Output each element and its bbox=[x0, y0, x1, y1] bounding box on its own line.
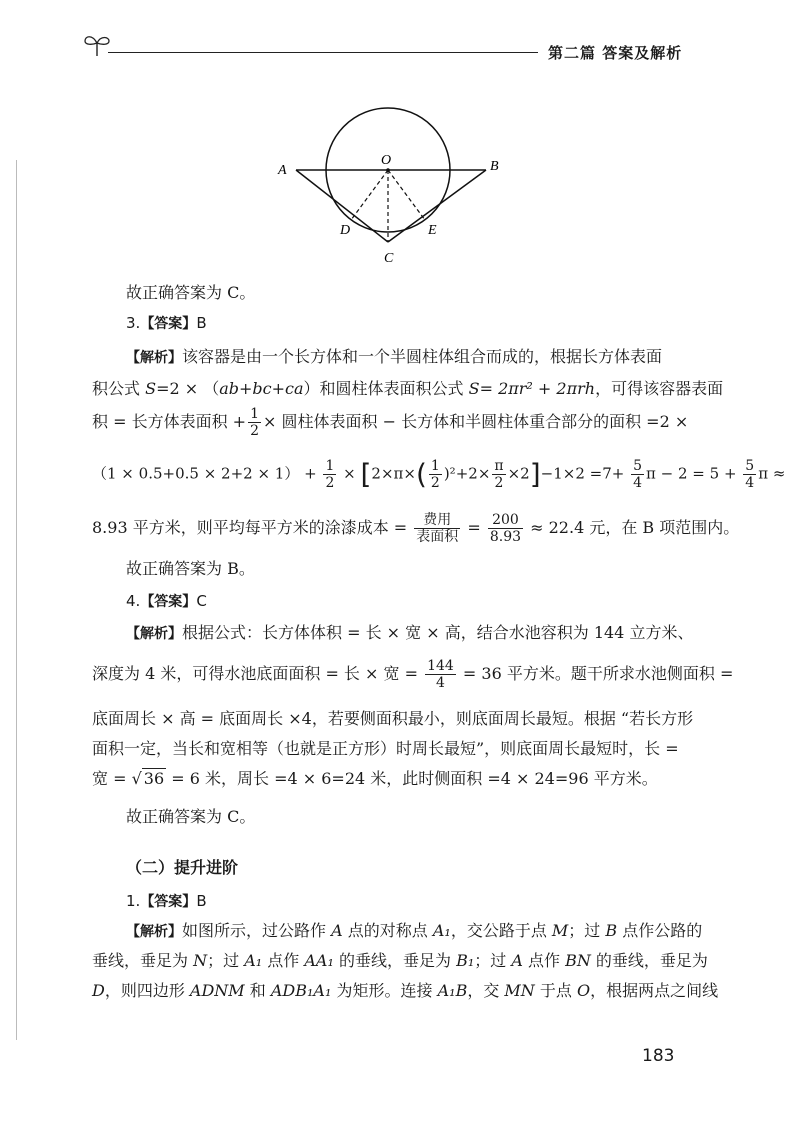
s2q1-analysis-tag: 【解析】 bbox=[126, 924, 182, 940]
q4-l5-radicand: 36 bbox=[143, 769, 165, 788]
q3-l2a: 积公式 bbox=[92, 379, 146, 398]
q3-number: 3. bbox=[126, 314, 141, 332]
q3-l5-frac1 bbox=[414, 512, 460, 545]
s2q1-l3e: ADB₁A₁ bbox=[270, 981, 332, 1000]
q4-answer-line bbox=[126, 590, 207, 613]
s2q1-l1b: A bbox=[331, 921, 343, 940]
s2q1-l2l: BN bbox=[565, 951, 591, 970]
sprout-icon bbox=[82, 30, 112, 60]
q3-l4g: +2× bbox=[455, 464, 491, 483]
q4-l2-frac bbox=[425, 658, 456, 691]
q3-l4-frac3-den: 2 bbox=[494, 475, 504, 491]
q3-l4d: 2×π× bbox=[371, 464, 416, 483]
q3-l4-frac2-den: 2 bbox=[430, 475, 440, 491]
q3-l4-frac1 bbox=[323, 458, 336, 491]
header-title: 第二篇 答案及解析 bbox=[548, 44, 683, 62]
s2q1-number: 1. bbox=[126, 892, 141, 910]
s2q1-analysis-line-3 bbox=[92, 980, 718, 1002]
q3-l4-frac2 bbox=[429, 458, 442, 491]
s2q1-l2c: ；过 bbox=[207, 951, 245, 970]
s2q1-answer: B bbox=[196, 892, 207, 910]
q3-conclusion: 故正确答案为 B。 bbox=[126, 559, 255, 578]
q3-l4-frac4-den: 4 bbox=[633, 475, 643, 491]
s2q1-analysis-line-1 bbox=[126, 920, 702, 943]
header-rule bbox=[108, 52, 538, 53]
q3-l4-paren-open: ( bbox=[415, 457, 427, 491]
s2q1-l3d: 和 bbox=[244, 981, 271, 1000]
s2q1-l2f: AA₁ bbox=[304, 951, 334, 970]
q3-l2g: = 2πr² + 2πrh bbox=[479, 379, 596, 398]
s2q1-l3h: ，交 bbox=[467, 981, 505, 1000]
dashed-oe bbox=[388, 170, 425, 220]
s2q1-l3l: ，根据两点之间线 bbox=[590, 981, 719, 1000]
s2q1-l2m: 的垂线，垂足为 bbox=[590, 951, 708, 970]
s2q1-l3j: 于点 bbox=[534, 981, 577, 1000]
q3-analysis-line-3 bbox=[92, 406, 688, 439]
q3-l4-frac5 bbox=[743, 458, 756, 491]
label-a: A bbox=[278, 163, 287, 178]
q3-analysis-line-5 bbox=[92, 512, 739, 545]
s2q1-l3g: A₁B bbox=[437, 981, 468, 1000]
q3-l4-frac2-num: 1 bbox=[430, 458, 440, 474]
q3-l4j: −1×2 =7+ bbox=[540, 464, 630, 483]
page-number: 183 bbox=[642, 1046, 675, 1066]
q4-analysis-line-4: 面积一定，当长和宽相等（也就是正方形）时周长最短”，则底面周长最短时，长 = bbox=[92, 739, 679, 758]
q3-l5-frac2-num: 200 bbox=[488, 512, 523, 529]
q3-l2b: S bbox=[145, 379, 157, 398]
s2q1-l1d: A₁ bbox=[432, 921, 451, 940]
q4-l5b: = 6 米，周长 =4 × 6=24 米，此时侧面积 =4 × 24=96 平方米。 bbox=[166, 769, 658, 788]
q3-l4l: π ≈ bbox=[758, 464, 786, 483]
q4-analysis-line-1 bbox=[126, 622, 693, 645]
s2q1-answer-tag: 【答案】 bbox=[140, 894, 197, 910]
q3-l4a: （1 × 0.5+0.5 × 2+2 × 1） + bbox=[92, 464, 322, 483]
q3-l4b: × bbox=[338, 464, 361, 483]
q3-l3-frac bbox=[248, 406, 261, 439]
label-e: E bbox=[428, 223, 437, 238]
q3-l1-text: 该容器是由一个长方体和一个半圆柱体组合而成的，根据长方体表面 bbox=[182, 347, 663, 366]
q4-answer-tag: 【答案】 bbox=[140, 594, 197, 610]
s2q1-l2i: ；过 bbox=[474, 951, 512, 970]
q3-l4-frac1-den: 2 bbox=[325, 475, 335, 491]
s2q1-l2g: 的垂线，垂足为 bbox=[333, 951, 457, 970]
s2q1-l3b: ，则四边形 bbox=[104, 981, 190, 1000]
q4-answer: C bbox=[196, 592, 207, 610]
label-c: C bbox=[384, 251, 394, 266]
q3-l4h: ×2 bbox=[507, 464, 530, 483]
q3-l3-frac-num: 1 bbox=[250, 406, 259, 422]
point-o bbox=[386, 168, 390, 172]
q3-l2h: ，可得该容器表面 bbox=[595, 379, 724, 398]
q3-analysis-line-1 bbox=[126, 346, 662, 369]
q3-l4-frac3 bbox=[492, 458, 505, 491]
s2q1-l3k: O bbox=[577, 981, 591, 1000]
q3-answer: B bbox=[196, 314, 207, 332]
s2q1-l3a: D bbox=[92, 981, 105, 1000]
q4-l2a: 深度为 4 米，可得水池底面面积 = 长 × 宽 = bbox=[92, 664, 424, 683]
q3-l4-frac5-num: 5 bbox=[745, 458, 755, 474]
s2q1-l1e: ，交公路于点 bbox=[450, 921, 552, 940]
q4-number: 4. bbox=[126, 592, 141, 610]
s2q1-l3i: MN bbox=[504, 981, 535, 1000]
q3-l4-frac5-den: 4 bbox=[745, 475, 755, 491]
q3-l5-frac2 bbox=[488, 512, 523, 545]
q3-l4k: π − 2 = 5 + bbox=[646, 464, 742, 483]
q3-l5-frac1-den: 表面积 bbox=[416, 529, 459, 545]
q4-l5a: 宽 = √ bbox=[92, 769, 142, 788]
q3-l4-frac4-num: 5 bbox=[633, 458, 643, 474]
s2q1-answer-line bbox=[126, 890, 207, 913]
q3-l2c: =2 × （ bbox=[156, 379, 220, 398]
s2q1-l1a: 如图所示，过公路作 bbox=[182, 921, 332, 940]
q3-analysis-tag: 【解析】 bbox=[126, 350, 182, 366]
q3-l4f: )² bbox=[443, 464, 456, 483]
section-title: （二）提升进阶 bbox=[126, 858, 239, 877]
s2q1-l1i: 点作公路的 bbox=[617, 921, 703, 940]
q3-answer-tag: 【答案】 bbox=[140, 316, 197, 332]
q3-l2d: ab+bc+ca bbox=[219, 379, 304, 398]
q3-l5c: ≈ 22.4 元，在 B 项范围内。 bbox=[525, 518, 740, 537]
q3-analysis-line-4 bbox=[92, 458, 785, 491]
s2q1-l2h: B₁ bbox=[456, 951, 475, 970]
q3-analysis-line-2 bbox=[92, 378, 723, 400]
s2q1-l2j: A bbox=[511, 951, 523, 970]
label-o: O bbox=[381, 153, 392, 168]
label-b: B bbox=[490, 159, 499, 174]
q4-l2b: = 36 平方米。题干所求水池侧面积 = bbox=[457, 664, 734, 683]
q4-analysis-line-5 bbox=[92, 768, 658, 790]
s2q1-l2b: N bbox=[193, 951, 208, 970]
s2q1-l2k: 点作 bbox=[522, 951, 566, 970]
s2q1-l3c: ADNM bbox=[189, 981, 245, 1000]
s2q1-l1c: 点的对称点 bbox=[342, 921, 433, 940]
page-edge-line bbox=[16, 160, 17, 1040]
q4-l1-text: 根据公式：长方体体积 = 长 × 宽 × 高，结合水池容积为 144 立方米、 bbox=[182, 623, 694, 642]
dashed-od bbox=[351, 170, 388, 220]
q3-l5-frac2-den: 8.93 bbox=[489, 529, 522, 545]
q3-l4-frac4 bbox=[631, 458, 644, 491]
q3-l4-frac3-num: π bbox=[494, 458, 504, 474]
q3-l5-frac1-num: 费用 bbox=[414, 512, 460, 529]
q4-conclusion: 故正确答案为 C。 bbox=[126, 807, 256, 826]
segment-bc bbox=[388, 170, 486, 242]
s2q1-l1h: B bbox=[605, 921, 618, 940]
q3-l4-bracket-open: [ bbox=[360, 457, 372, 491]
s2q1-l2e: 点作 bbox=[262, 951, 305, 970]
q3-l3b: × 圆柱体表面积 − 长方体和半圆柱体重合部分的面积 =2 × bbox=[263, 412, 689, 431]
q3-l4-bracket-close: ] bbox=[529, 457, 541, 491]
q3-l2f: S bbox=[468, 379, 480, 398]
s2q1-l3f: 为矩形。连接 bbox=[331, 981, 438, 1000]
q2-conclusion: 故正确答案为 C。 bbox=[126, 283, 256, 302]
label-d: D bbox=[340, 223, 351, 238]
q4-analysis-line-3: 底面周长 × 高 = 底面周长 ×4，若要侧面积最小，则底面周长最短。根据 “若长方形 bbox=[92, 709, 694, 728]
s2q1-l1g: ；过 bbox=[568, 921, 606, 940]
q3-answer-line bbox=[126, 312, 207, 335]
q4-analysis-line-2 bbox=[92, 658, 733, 691]
q3-l3a: 积 = 长方体表面积 + bbox=[92, 412, 247, 431]
q3-l5b: = bbox=[462, 518, 486, 537]
q3-l4-frac1-num: 1 bbox=[325, 458, 335, 474]
s2q1-l2a: 垂线，垂足为 bbox=[92, 951, 194, 970]
q3-l2e: ）和圆柱体表面积公式 bbox=[303, 379, 469, 398]
q3-l3-frac-den: 2 bbox=[250, 423, 259, 439]
geometry-figure bbox=[268, 92, 508, 272]
s2q1-analysis-line-2 bbox=[92, 950, 708, 972]
s2q1-l1f: M bbox=[551, 921, 569, 940]
q3-l5a: 8.93 平方米，则平均每平方米的涂漆成本 = bbox=[92, 518, 413, 537]
q4-l2-frac-den: 4 bbox=[436, 675, 445, 691]
s2q1-l2d: A₁ bbox=[244, 951, 263, 970]
q4-l2-frac-num: 144 bbox=[427, 658, 454, 674]
q4-analysis-tag: 【解析】 bbox=[126, 626, 182, 642]
